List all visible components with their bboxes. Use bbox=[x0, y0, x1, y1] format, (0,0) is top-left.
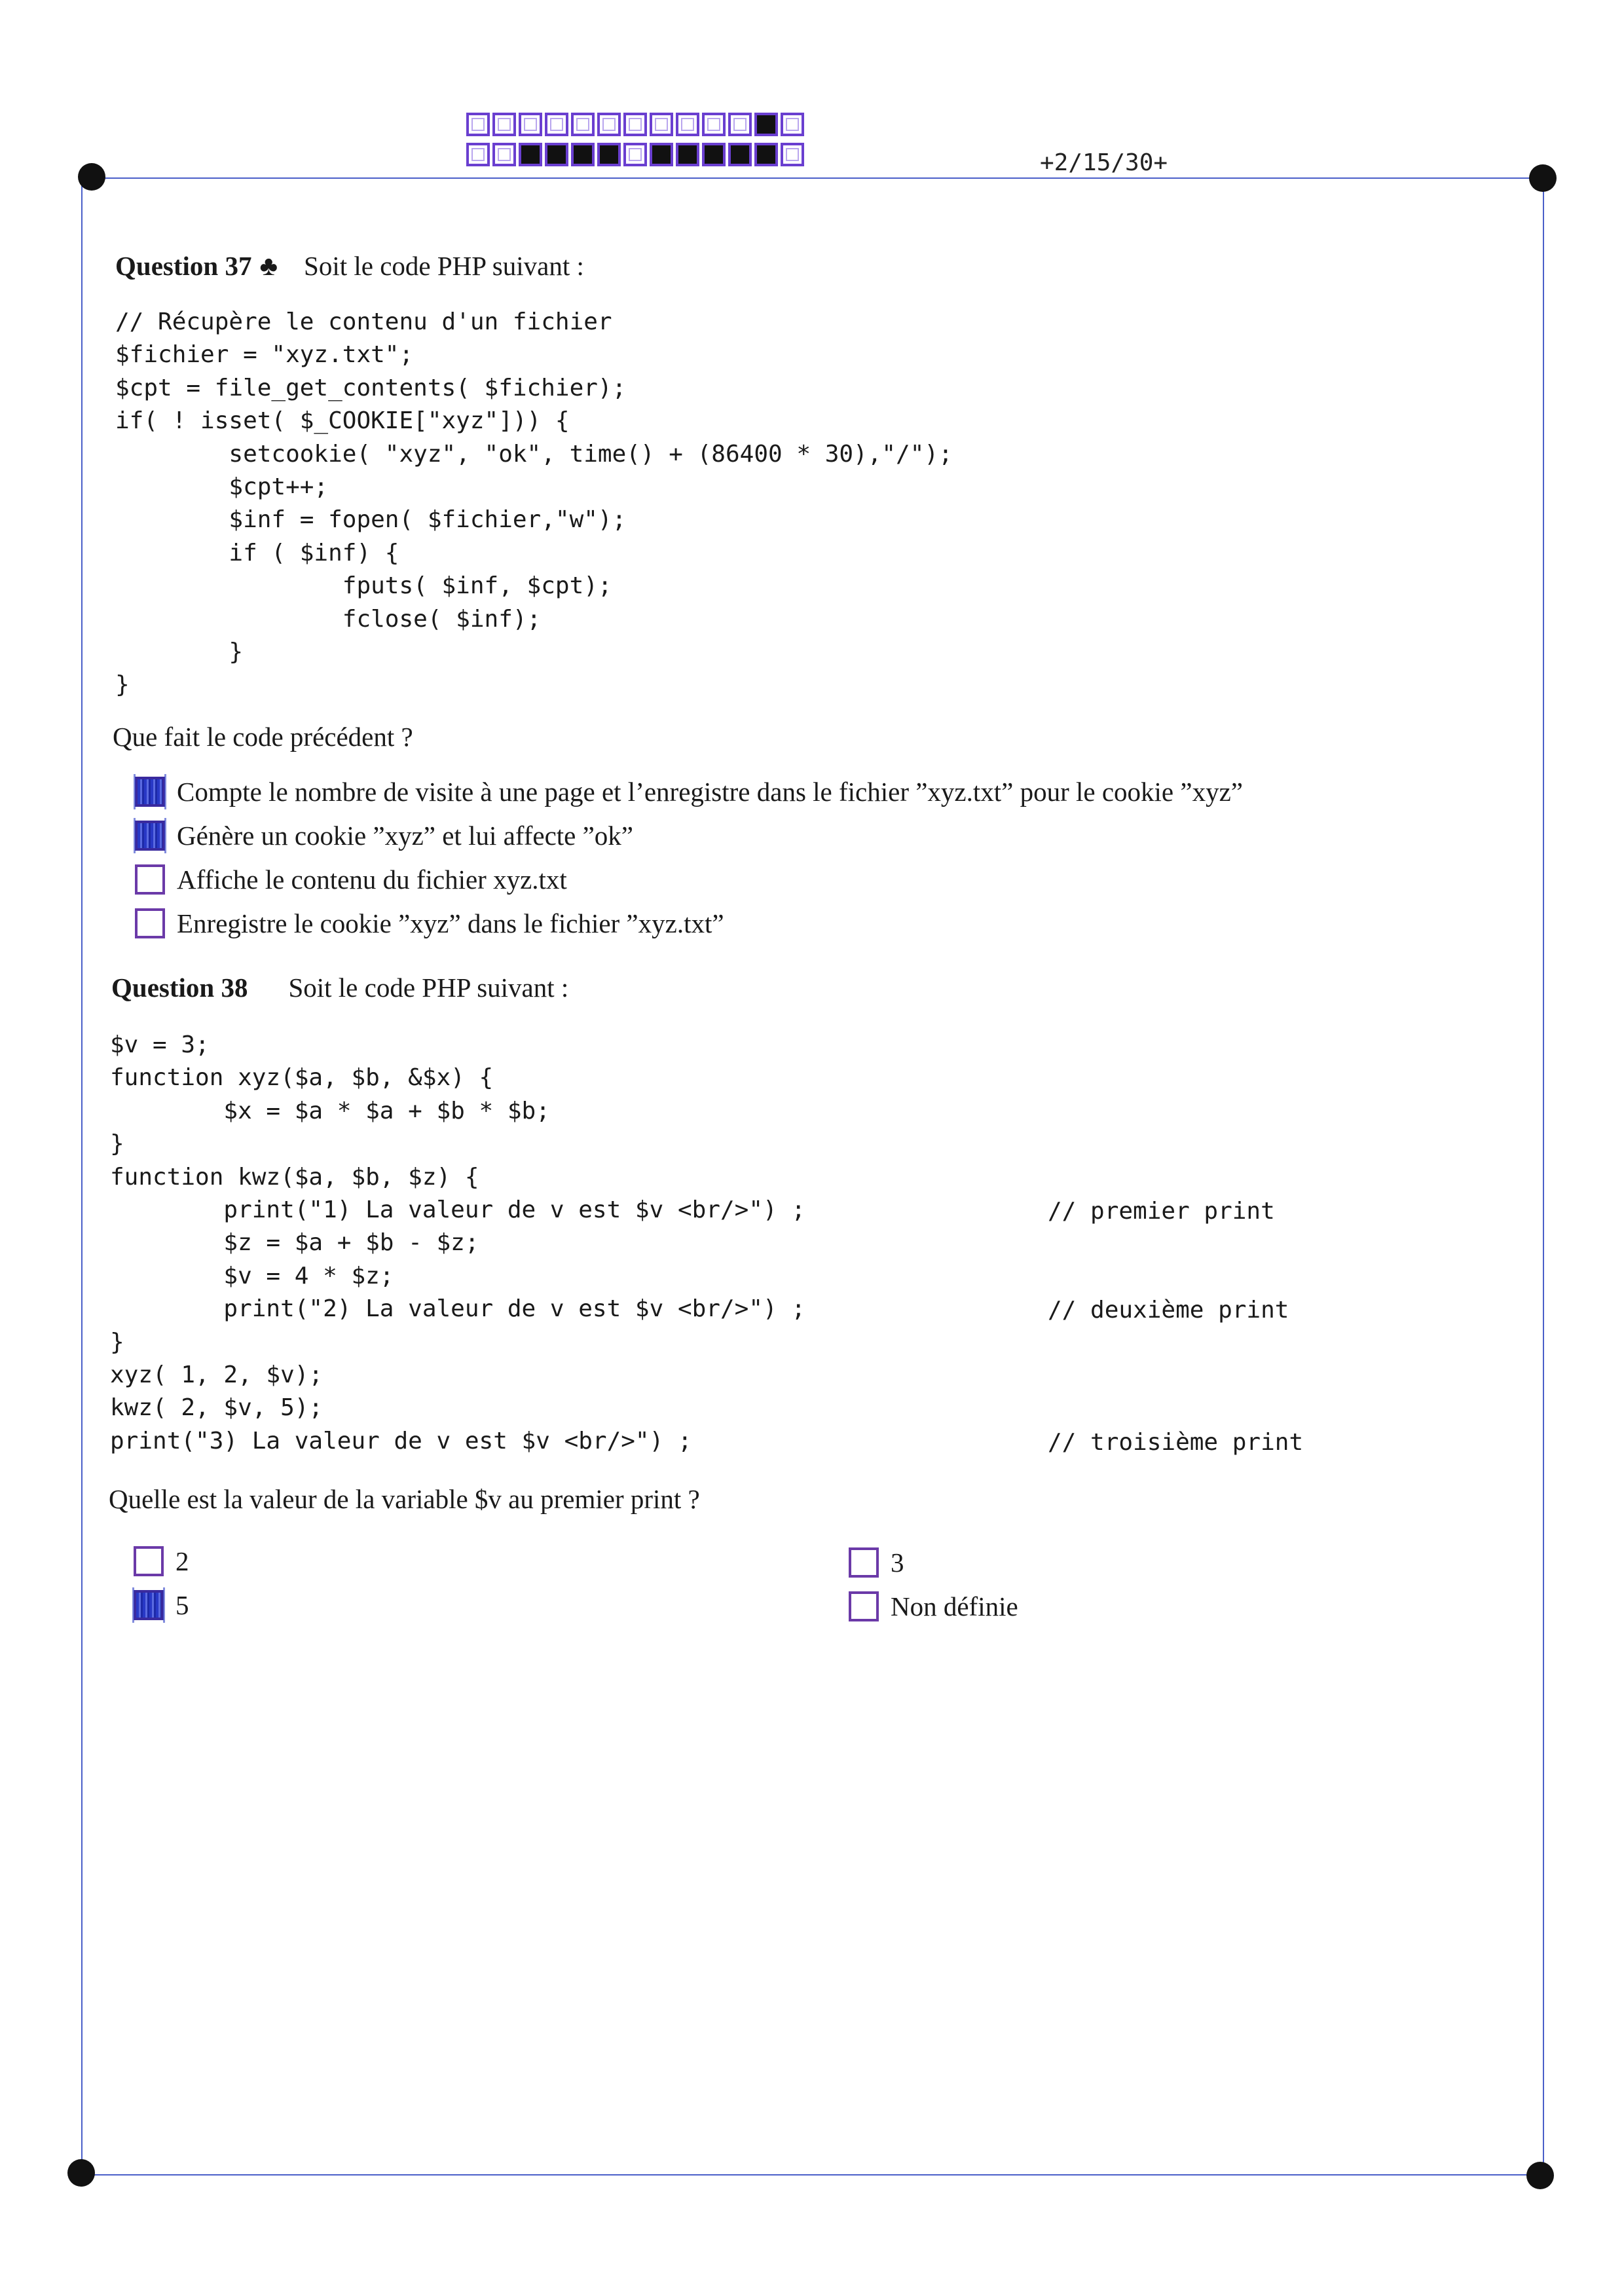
answer-checkbox[interactable] bbox=[849, 1547, 879, 1578]
barcode-cell bbox=[623, 113, 647, 136]
barcode-cell bbox=[702, 113, 726, 136]
barcode-row-top bbox=[466, 113, 807, 136]
barcode-cell bbox=[466, 113, 490, 136]
answer-checkbox[interactable] bbox=[134, 1590, 164, 1620]
barcode-cell bbox=[597, 143, 621, 166]
answer-label: 3 bbox=[891, 1547, 904, 1578]
question-38-answer-5[interactable] bbox=[134, 1589, 189, 1621]
barcode-cell bbox=[781, 143, 804, 166]
answer-checkbox[interactable] bbox=[135, 864, 165, 895]
barcode-cell bbox=[519, 113, 542, 136]
answer-checkbox[interactable] bbox=[135, 777, 165, 807]
barcode-cell bbox=[466, 143, 490, 166]
barcode-cell bbox=[676, 143, 699, 166]
corner-marker-top-left bbox=[78, 163, 105, 191]
barcode-cell bbox=[650, 143, 673, 166]
question-38-title: Question 38 bbox=[111, 972, 248, 1003]
barcode-cell bbox=[492, 143, 516, 166]
comment-deuxieme-print: // deuxième print bbox=[1048, 1297, 1289, 1324]
corner-marker-bottom-left bbox=[67, 2159, 95, 2187]
corner-marker-bottom-right bbox=[1526, 2162, 1554, 2189]
answer-label: Affiche le contenu du fichier xyz.txt bbox=[177, 864, 567, 895]
barcode-cell bbox=[728, 143, 752, 166]
barcode-cell bbox=[728, 113, 752, 136]
question-37-title: Question 37 bbox=[115, 251, 252, 281]
answer-label: Compte le nombre de visite à une page et l’enregistre dans le fichier ”xyz.txt” pour le cookie ”xyz” bbox=[177, 777, 1243, 807]
barcode-cell bbox=[702, 143, 726, 166]
question-37-prompt: Que fait le code précédent ? bbox=[113, 722, 413, 752]
barcode-cell bbox=[754, 143, 778, 166]
answer-checkbox[interactable] bbox=[135, 908, 165, 938]
barcode-row-bottom bbox=[466, 143, 807, 166]
barcode-cell bbox=[597, 113, 621, 136]
answer-checkbox[interactable] bbox=[134, 1546, 164, 1576]
question-37-answer-3[interactable] bbox=[135, 864, 567, 895]
question-38-answer-3[interactable] bbox=[849, 1547, 904, 1578]
question-37-answer-4[interactable] bbox=[135, 908, 724, 939]
question-38-intro: Soit le code PHP suivant : bbox=[288, 972, 569, 1003]
question-38-answer-2[interactable] bbox=[134, 1546, 189, 1577]
question-37-answer-2[interactable] bbox=[135, 820, 633, 851]
page-identifier: +2/15/30+ bbox=[1040, 149, 1168, 176]
answer-label: Enregistre le cookie ”xyz” dans le fichier ”xyz.txt” bbox=[177, 908, 724, 938]
question-37-code: // Récupère le contenu d'un fichier $fichier = "xyz.txt"; $cpt = file_get_contents( $fichier); if( ! isset( $_COOKIE["xyz"])) { setcookie( "xyz", "ok", time() + (86400 * 30),"/"); $cpt++; $inf = fopen( $fichier,"w"); if ( $inf) { fputs( $inf, $cpt); fclose( $inf); } } bbox=[115, 308, 953, 699]
barcode-cell bbox=[650, 113, 673, 136]
answer-checkbox[interactable] bbox=[849, 1591, 879, 1621]
question-38-code: $v = 3; function xyz($a, $b, &$x) { $x = $a * $a + $b * $b; } function kwz($a, $b, $z) { print("1) La valeur de v est $v <br/>") ; $z = $a + $b - $z; $v = 4 * $z; print("2) La valeur de v est $v <br/>") ; } xyz( 1, 2, $v); kwz( 2, $v, 5); print("3) La valeur de v est $v <br/>") ; bbox=[110, 1031, 806, 1454]
comment-premier-print: // premier print bbox=[1048, 1198, 1275, 1225]
answer-checkbox[interactable] bbox=[135, 821, 165, 851]
barcode-cell bbox=[519, 143, 542, 166]
barcode-cell bbox=[623, 143, 647, 166]
barcode-cell bbox=[571, 143, 595, 166]
answer-label: 2 bbox=[175, 1546, 189, 1576]
barcode-cell bbox=[754, 113, 778, 136]
question-38-header bbox=[111, 972, 568, 1003]
question-38-prompt: Quelle est la valeur de la variable $v au premier print ? bbox=[109, 1484, 700, 1514]
answer-label: Génère un cookie ”xyz” et lui affecte ”ok” bbox=[177, 821, 633, 851]
barcode-cell bbox=[571, 113, 595, 136]
club-icon: ♣ bbox=[259, 251, 278, 282]
corner-marker-top-right bbox=[1529, 164, 1557, 192]
question-37-intro: Soit le code PHP suivant : bbox=[304, 251, 584, 281]
barcode-cell bbox=[492, 113, 516, 136]
comment-troisieme-print: // troisième print bbox=[1048, 1429, 1304, 1456]
answer-label: 5 bbox=[175, 1590, 189, 1620]
barcode-cell bbox=[781, 113, 804, 136]
question-37-answer-1[interactable] bbox=[135, 776, 1243, 807]
barcode-cell bbox=[545, 113, 568, 136]
answer-label: Non définie bbox=[891, 1591, 1018, 1621]
question-38-answer-non-definie[interactable] bbox=[849, 1591, 1018, 1622]
question-37-header bbox=[115, 250, 584, 282]
barcode-cell bbox=[676, 113, 699, 136]
barcode-cell bbox=[545, 143, 568, 166]
